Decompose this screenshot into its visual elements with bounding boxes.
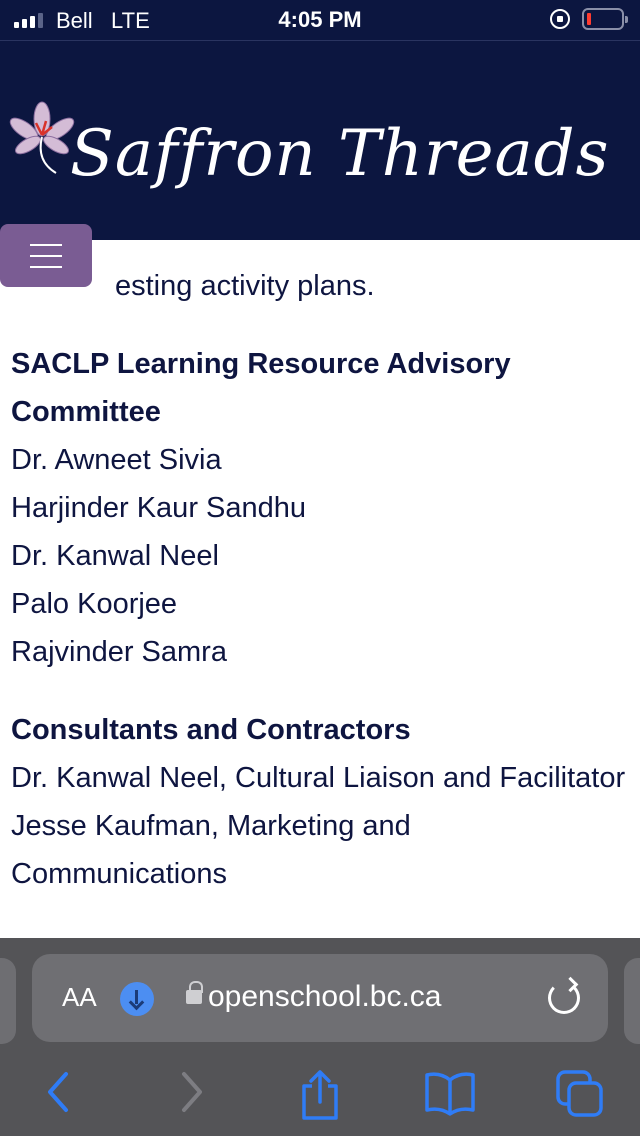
rotation-lock-icon <box>550 9 570 29</box>
list-item: Dr. Kanwal Neel <box>11 540 219 572</box>
download-icon[interactable] <box>120 982 154 1016</box>
list-item: Palo Koorjee <box>11 588 178 620</box>
page-content <box>0 240 640 940</box>
list-item: Jesse Kaufman, Marketing and Communications <box>11 810 411 890</box>
section-heading-advisory-committee: SACLP Learning Resource Advisory Committee <box>11 348 511 428</box>
site-logo-text[interactable]: Saffron Threads <box>70 117 610 191</box>
back-icon[interactable] <box>44 1070 74 1114</box>
list-item: Dr. Kanwal Neel, Cultural Liaison and Facilitator <box>11 762 626 794</box>
cut-off-line <box>11 250 629 262</box>
battery-icon <box>582 8 624 30</box>
browser-bottom-bar <box>0 938 640 1136</box>
url-domain[interactable]: openschool.bc.ca <box>208 980 442 1013</box>
next-tab-peek[interactable] <box>624 958 640 1044</box>
carrier-name: Bell <box>56 8 93 33</box>
network-type: LTE <box>111 8 150 33</box>
intro-fragment: esting activity plans. <box>115 270 375 302</box>
text-size-label: AA <box>62 982 97 1012</box>
hamburger-icon <box>30 244 62 246</box>
tabs-icon[interactable] <box>556 1070 604 1118</box>
lock-icon <box>186 990 202 1004</box>
previous-tab-peek[interactable] <box>0 958 16 1044</box>
site-header <box>0 40 640 240</box>
list-item: Harjinder Kaur Sandhu <box>11 492 307 524</box>
bookmarks-icon[interactable] <box>424 1070 476 1118</box>
forward-icon[interactable] <box>176 1070 206 1114</box>
status-bar <box>0 0 640 40</box>
reload-icon[interactable] <box>548 982 580 1014</box>
share-icon[interactable] <box>300 1070 340 1122</box>
menu-button[interactable] <box>0 224 92 287</box>
flower-icon <box>6 101 78 181</box>
text-size-button[interactable] <box>62 982 97 1013</box>
address-bar[interactable] <box>32 954 608 1042</box>
section-heading-consultants: Consultants and Contractors <box>11 714 411 746</box>
list-item: Dr. Awneet Sivia <box>11 444 222 476</box>
browser-toolbar <box>0 1058 640 1136</box>
list-item: Rajvinder Samra <box>11 636 227 668</box>
status-time: 4:05 PM <box>278 7 362 32</box>
